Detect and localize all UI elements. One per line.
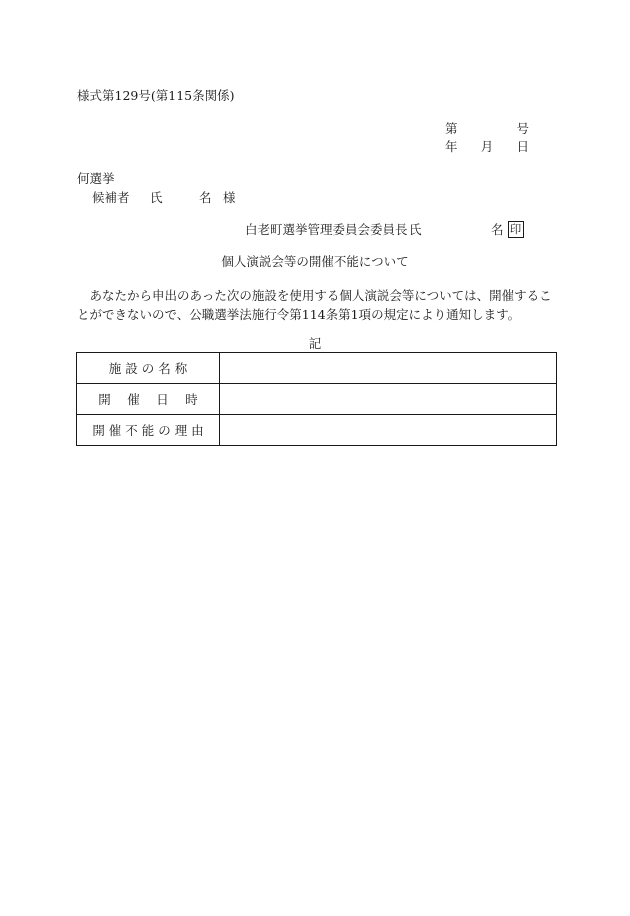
- table-row: [77, 353, 557, 384]
- candidate-label: 候補者: [92, 190, 130, 205]
- event-datetime-label: 開 催 日 時: [77, 384, 220, 415]
- table-row: [77, 415, 557, 446]
- facility-name-value[interactable]: [220, 353, 557, 384]
- chair-shi: 氏: [409, 222, 422, 237]
- event-datetime-value[interactable]: [220, 384, 557, 415]
- date-year: 年: [445, 139, 458, 154]
- number-prefix: 第: [445, 121, 458, 136]
- inability-reason-label: 開 催 不 能 の 理 由: [77, 415, 220, 446]
- seal-box: 印: [508, 221, 524, 238]
- document-number-line: [445, 119, 529, 137]
- candidate-sama: 様: [223, 190, 236, 205]
- candidate-shi: 氏: [150, 190, 163, 205]
- candidate-addressee: [92, 188, 236, 206]
- number-suffix: 号: [516, 121, 529, 136]
- chair-mei: 名: [491, 222, 504, 237]
- table-row: [77, 384, 557, 415]
- details-table: [76, 352, 557, 446]
- date-month: 月: [480, 139, 494, 154]
- ki-heading: 記: [308, 336, 322, 351]
- candidate-mei: 名: [199, 190, 212, 205]
- inability-reason-value[interactable]: [220, 415, 557, 446]
- document-title: 個人演説会等の開催不能について: [221, 254, 409, 269]
- form-number: 様式第129号(第115条関係): [77, 88, 235, 103]
- chair-title: 白老町選挙管理委員会委員長: [245, 222, 408, 237]
- date-line: [445, 137, 529, 155]
- date-day: 日: [516, 139, 529, 154]
- body-text: あなたから申出のあった次の施設を使用する個人演説会等については、開催することができないので、公職選挙法施行令第114条第1項の規定により通知します。: [77, 288, 552, 322]
- facility-name-label: 施 設 の 名 称: [77, 353, 220, 384]
- election-name: 何選挙: [77, 171, 115, 186]
- chair-signature: [245, 220, 524, 238]
